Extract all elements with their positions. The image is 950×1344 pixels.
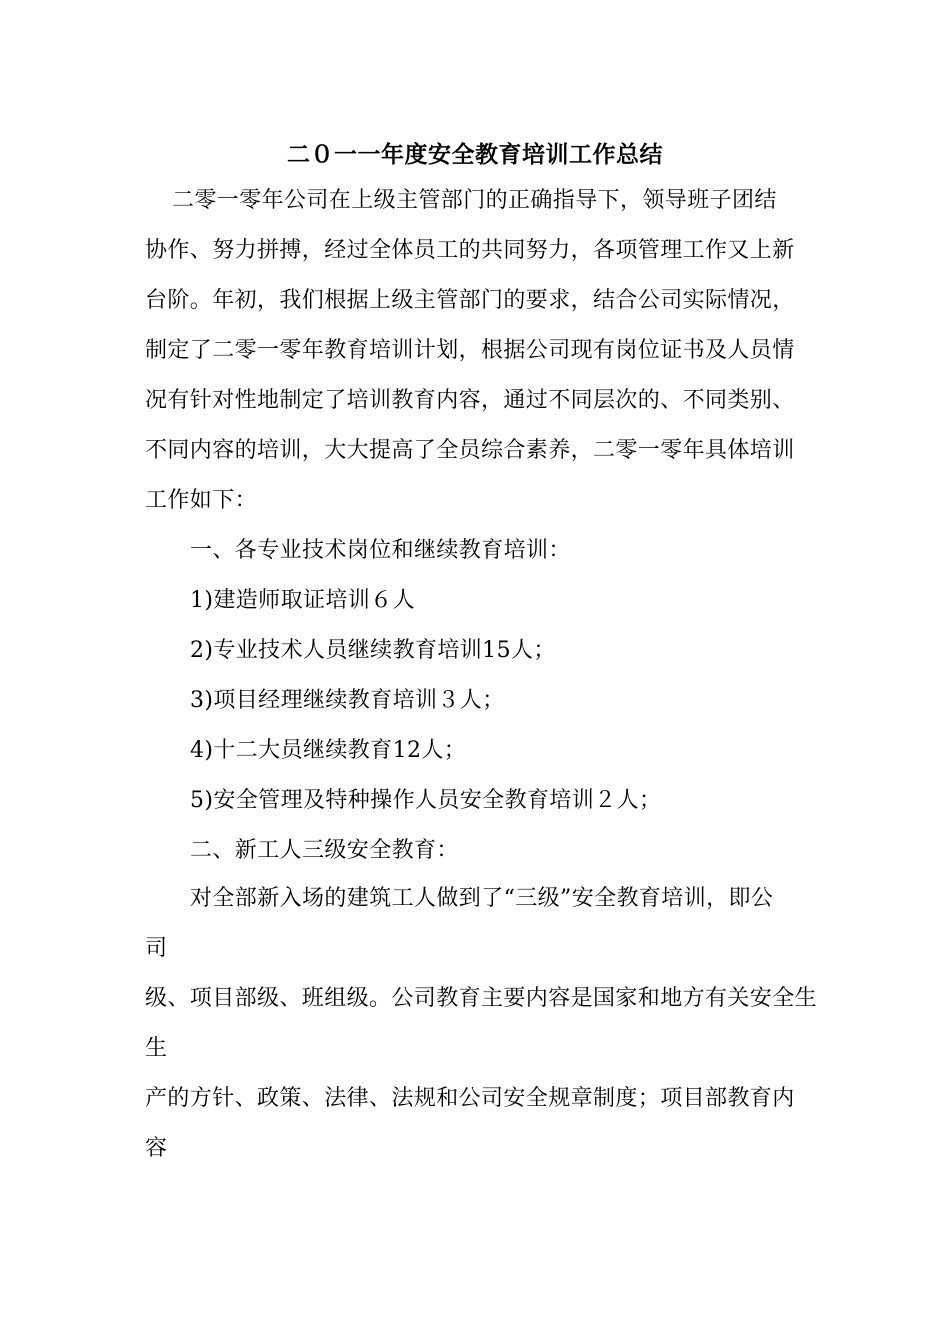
- paragraph-line: 司: [145, 936, 168, 961]
- paragraph-line: 制定了二零一零年教育培训计划，根据公司现有岗位证书及人员情: [145, 338, 795, 363]
- paragraph-line: 工作如下：: [145, 488, 258, 513]
- paragraph-line: 二零一零年公司在上级主管部门的正确指导下，领导班子团结: [172, 188, 777, 213]
- list-item: 3)项目经理继续教育培训３人；: [190, 688, 505, 713]
- paragraph-line: 况有针对性地制定了培训教育内容，通过不同层次的、不同类别、: [145, 388, 795, 413]
- list-item: 1)建造师取证培训６人: [190, 588, 415, 613]
- paragraph-line: 产的方针、政策、法律、法规和公司安全规章制度；项目部教育内: [145, 1086, 795, 1111]
- paragraph-line: 协作、努力拼搏，经过全体员工的共同努力，各项管理工作又上新: [145, 238, 795, 263]
- section-heading: 二、新工人三级安全教育：: [190, 838, 459, 863]
- paragraph-line: 容: [145, 1136, 168, 1161]
- paragraph-line: 对全部新入场的建筑工人做到了“三级”安全教育培训，即公: [190, 886, 774, 911]
- list-item: 4)十二大员继续教育12人；: [190, 738, 467, 763]
- paragraph-line: 生: [145, 1036, 168, 1061]
- section-heading: 一、各专业技术岗位和继续教育培训：: [190, 538, 571, 563]
- paragraph-line: 台阶。年初，我们根据上级主管部门的要求，结合公司实际情况，: [145, 288, 795, 313]
- paragraph-line: 级、项目部级、班组级。公司教育主要内容是国家和地方有关安全生: [145, 986, 818, 1011]
- list-item: 5)安全管理及特种操作人员安全教育培训２人；: [190, 788, 662, 813]
- list-item: 2)专业技术人员继续教育培训15人；: [190, 638, 556, 663]
- paragraph-line: 不同内容的培训，大大提高了全员综合素养，二零一零年具体培训: [145, 438, 795, 463]
- document-title: 二０一一年度安全教育培训工作总结: [287, 141, 663, 168]
